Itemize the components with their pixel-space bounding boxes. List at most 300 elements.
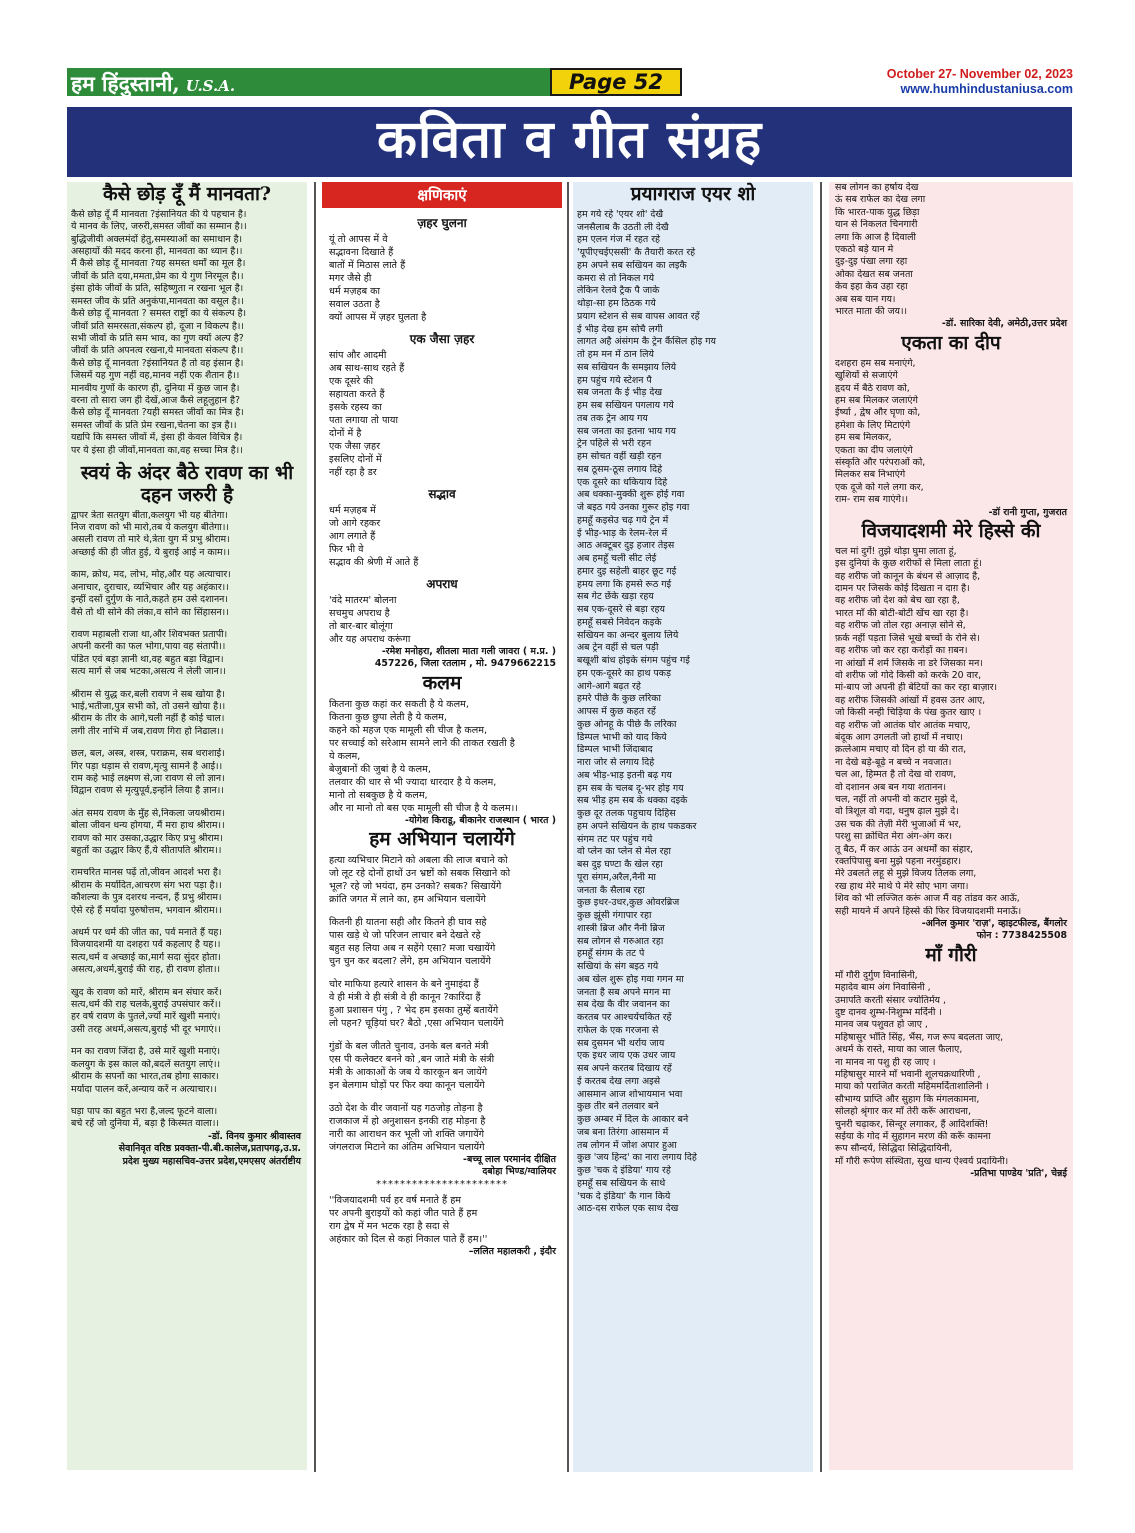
poem-line: असत्य,अधर्म,बुराई की राह, ही रावण होता।। xyxy=(71,964,221,976)
poem-line: मन का रावण जिंदा है, उसे मारें खुशी मनाएं। xyxy=(71,1046,221,1058)
poem-line: इन्हीं दसों दुर्गुण के नाते,कहते हम उसे दशानन। xyxy=(71,594,228,606)
stanza-gap xyxy=(71,738,303,748)
poem-line: श्रीराम के सपनों का भारत,तब होगा साकार। xyxy=(71,1071,219,1083)
author-credit: -डॉ रानी गुप्ता, गुजरात xyxy=(988,506,1067,518)
poem-line: क़त्लेआम मचाए वो दिन हो या की रात, xyxy=(835,744,967,756)
column-divider xyxy=(314,182,316,1472)
poem-line: कैसे छोड़ दूँ मानवता ? समस्त राष्ट्रों का ये संकल्प है। xyxy=(71,308,247,320)
poem-title: कलम xyxy=(422,671,462,694)
poem-line: मैं कैसे छोड़ दूँ मानवता ?यह समस्त धर्मों का मूल है। xyxy=(71,258,246,270)
poem-line: जनता है सब अपने मगन मा xyxy=(577,986,671,998)
poem-line: कुछ इधर-उधर,कुछ ओवरब्रिज xyxy=(577,897,680,909)
poem-line: समस्त जीव के प्रति अनुकंपा,मानवता का वसूल है।। xyxy=(71,295,244,307)
poem-line: इसके रहस्य का xyxy=(329,402,382,413)
poem-line: केव इहा केव उहा रहा xyxy=(835,281,908,293)
page-number: Page 52 xyxy=(550,68,682,96)
poem-line: धर्म मज़हब में xyxy=(329,505,376,516)
poem-line: सोलहो श्रृंगार कर माँ तेरी करूँ आराधना, xyxy=(835,1106,971,1118)
poem-line: पूरा संगम,अरैल,नैनी मा xyxy=(577,871,656,883)
poem-line: तो बार-बार बोलूंगा xyxy=(329,621,393,632)
poem-line: अब भीड़-भाड़ इतनी बढ़ गय xyxy=(577,769,672,781)
poem-line: सब लोगन का हर्षाय देख xyxy=(835,182,919,193)
poem-body xyxy=(829,546,1073,918)
poem-line: सखियां के संग बइठ गये xyxy=(577,961,659,973)
poem-line: हत्या व्यभिचार मिटाने को अबला की लाज बचाने को xyxy=(329,854,508,866)
poem-line: सहायता करते हैं xyxy=(329,389,385,400)
poem-line: श्रीराम के मर्यादित,आचरण संग भरा पड़ा है।। xyxy=(71,879,222,891)
poem-line: सभी जीवों के प्रति सम भाव, का गुण क्यों अल्प है? xyxy=(71,332,244,344)
poem-line: जीवों के प्रति अपनत्व रखना,ये मानवता संकल्प है।। xyxy=(71,345,244,357)
poem-line: यान से निकलत चिनगारी xyxy=(835,219,918,231)
poem-line: चुनरी चढ़ाकर, सिन्दूर लगाकर, हैं आदिशक्ति! xyxy=(835,1118,989,1130)
poem-line: उस चक की तेज़ी मेरी भुजाओं में भर, xyxy=(835,818,962,830)
poem-line: बेजुबानों की जुबां है ये कलम, xyxy=(329,763,431,775)
poem-line: सचमुच अपराध है xyxy=(329,608,390,619)
poem-line: महादेव बाम अंग निवासिनी , xyxy=(835,982,931,994)
poem-line: ओका देखत सब जनता xyxy=(835,268,913,280)
poem-line: एक दूजे को गले लगा कर, xyxy=(835,481,924,493)
poem-line: जनता कै सैलाब रहा xyxy=(577,884,645,896)
stanza-gap xyxy=(71,679,303,689)
poem-line: कैसे छोड़ दूँ मैं मानवता ?इंसानियत की ये पहचान है। xyxy=(71,208,247,220)
poem-line: ''विजयादशमी पर्व हर वर्ष मनाते हैं हम xyxy=(329,1194,462,1206)
poem-title: विजयादशमी मेरे हिस्से की xyxy=(861,520,1041,542)
poem-title: ज़हर घुलना xyxy=(417,216,467,230)
poem-line: ईर्ष्या , द्वेष और घृणा को, xyxy=(835,407,921,419)
poem-line: अच्छाई की ही जीत हुई, ये बुराई आई न काम।। xyxy=(71,546,230,558)
poem-line: राजकाज में हो अनुशासन इनकी राह मोड़ना है xyxy=(329,1115,486,1127)
poem-line: दामन पर जिसके कोई दिखता न दाग़ है। xyxy=(835,583,970,595)
stanza-gap xyxy=(71,857,303,867)
poem-line: रूप सौन्दर्य, सिद्धिदा सिद्धिदायिनी, xyxy=(835,1143,953,1155)
poem-line: चल मां दुर्गे! तुझे थोड़ा घुमा लाता हूं, xyxy=(835,545,957,557)
poem-line: एक जैसा ज़हर xyxy=(329,441,380,452)
poem-line: वह शरीफ जो आतंक घोर आतंक मचाए, xyxy=(835,719,971,731)
poem-line: वो त्रिशूल वो गदा, धनुष ढ़ाल मुझे दे। xyxy=(835,806,959,818)
poem-line: अब ट्रेन वहीं से चल पड़ी xyxy=(577,642,659,654)
poem-line: जो किसी नन्ही चिड़िया के पंख कुतर खाए । xyxy=(835,707,982,719)
poem-line: एकता का दीप जलाएंगे xyxy=(835,444,913,456)
poem-line: छल, बल, अस्त्र, शस्त्र, पराक्रम, सब धराशाई। xyxy=(71,748,225,760)
poem-body xyxy=(322,854,562,1154)
poem-line: एस पी कलेक्टर बनने को ,बन जाते मंत्री के संत्री xyxy=(329,1053,495,1065)
poem-line: अनाचार, दुराचार, व्यभिचार और यह अहंकार।। xyxy=(71,581,229,593)
poem-line: हम पहुंच गये स्टेशन पै xyxy=(577,374,652,386)
poem-line: सखियन का अन्दर बुलाय लिये xyxy=(577,629,679,641)
poem-line: बखूशी बांध होइके संगम पहुंच गई xyxy=(577,655,690,667)
poem-line: कमरा से तो निकल गये xyxy=(577,272,655,284)
poem-line: चुन चुन कर बदला? लेंगे, हम अभियान चलायेंगे xyxy=(329,955,491,967)
poem-line: यद्यपि कि समस्त जीवों में, इंसा ही केवल विचित्र है। xyxy=(71,432,243,444)
poem-line: कितना कुछ कहां कर सकती है ये कलम, xyxy=(329,698,469,710)
poem-line: तब लोगन में जोश अपार हुआ xyxy=(577,1139,677,1151)
poem-line: क्यों आपस में ज़हर घुलता है xyxy=(329,312,427,323)
poem-line: कुछ तीर बने तलवार बने xyxy=(577,1101,659,1113)
poem-line: हमरे पीछे कै कुछ लरिका xyxy=(577,693,661,705)
poem-line: घड़ा पाप का बहुत भरा है,जल्द फूटने वाला। xyxy=(71,1105,218,1117)
poem-line: सब जनता का इतना भाय गय xyxy=(577,425,676,437)
poem-line: रामचरित मानस पढ़ें तो,जीवन आदर्श भरा है। xyxy=(71,867,222,879)
poem-line: पर सच्चाई को सरेआम सामने लाने की ताकत रखती है xyxy=(329,737,515,749)
author-credit: -डॉ. सारिका देवी, अमेठी,उत्तर प्रदेश xyxy=(941,318,1067,330)
poem-line: सब एक-दूसरे से बड़ा रहय xyxy=(577,604,665,616)
poem-line: हम सब के चलब दू-भर होइ गय xyxy=(577,782,684,794)
poem-line: असहायों की मदद करना ही, मानवता का ध्यान है।। xyxy=(71,246,243,258)
separator-stars: ********************** xyxy=(376,1178,508,1190)
author-credit xyxy=(322,646,562,671)
poem-line: गिर पड़ा धड़ाम से रावण,मृत्यु सामने है आई।। xyxy=(71,760,223,772)
poem-line: संस्कृति और परंपराओं को, xyxy=(835,456,926,468)
poem-line: ऊं सब राफेल का देख लगा xyxy=(835,194,926,206)
poem-line: हम सब मिलकर जलाएंगे xyxy=(835,394,918,406)
poem-line: हमय लगा कि हमसे रूठ गई xyxy=(577,578,672,590)
poem-line: महिषासुर मारने माँ भवानी शूलचक्रधारिणी , xyxy=(835,1068,981,1080)
poem-line: और यह अपराध करूंगा xyxy=(329,634,411,645)
author-credit xyxy=(67,1131,307,1168)
poem-line: अब सब यान गय। xyxy=(835,293,896,305)
section-header: क्षणिकाएं xyxy=(322,182,562,208)
stanza-gap xyxy=(71,1096,303,1106)
poem-line: आसमान आज शोभायमान भवा xyxy=(577,1088,683,1100)
poem-line: भारत माँ की बोटी-बोटी खेंच खा रहा है। xyxy=(835,607,969,619)
stanza-gap xyxy=(329,968,555,978)
poem-line: -रमेश मनोहरा, शीतला माता गली जावरा ( म.प्र. ) xyxy=(381,646,556,657)
author-credit xyxy=(829,918,1073,943)
column-divider xyxy=(567,182,569,1472)
poem-line: एक दूसरे का धकियाय दिहे xyxy=(577,476,668,488)
section-banner: कविता व गीत संग्रह xyxy=(67,107,1072,177)
poem-title: स्वयं के अंदर बैठे रावण का भी दहन जरुरी है xyxy=(80,461,294,506)
poem-line: अब खेल शुरू होइ गवा गगन मा xyxy=(577,973,684,985)
poem-line: रावण महाबली राजा था,और शिवभक्त प्रतापी। xyxy=(71,628,228,640)
poem-line: चल, नहीं तो अपनी वो कटार मुझे दे, xyxy=(835,793,959,805)
stanza-gap xyxy=(71,1036,303,1046)
poem-line: सब भीड़ हम सब के धक्का दइके xyxy=(577,795,688,807)
poem-line: सद्भावना दिखाते हैं xyxy=(329,247,394,258)
poem-line: धर्म मज़हब का xyxy=(329,286,381,297)
poem-line: मिलकर सब निभाएंगे xyxy=(835,469,906,481)
poem-line: हमार दुइ सहेली बाहर छूट गई xyxy=(577,565,677,577)
poem-body xyxy=(322,233,562,324)
poem-line: 457226, जिला रतलाम , मो. 9479662215 xyxy=(374,658,556,670)
poem-line: कहने को महज एक मामूली सी चीज है कलम, xyxy=(329,724,488,736)
poem-line: हमहूँ सब सखियन के साथे xyxy=(577,1177,666,1189)
poem-line: आपस में कुछ कहत रहें xyxy=(577,706,656,718)
poem-line: शिव को भी लज्जित करूं आज मैं वह तांडव कर आऊँ, xyxy=(835,893,1020,905)
poem-line: असली रावण तो मारे थे,त्रेता युग में प्रभु श्रीराम। xyxy=(71,534,230,546)
poem-line: तू बैठ, मैं कर आऊं उन अधर्मों का संहार, xyxy=(835,843,974,855)
poem-line: रावण को मार उसका,उद्धार किए प्रभु श्रीराम। xyxy=(71,832,223,844)
poem-line: राफेल के एक गरजना से xyxy=(577,1024,659,1036)
poem-line: कुछ ओनहू के पीछे कै लरिका xyxy=(577,718,677,730)
poem-line: करतब पर आश्चर्यचकित रहें xyxy=(577,1012,672,1024)
poem-title: कैसे छोड़ दूँ मैं मानवता? xyxy=(102,183,272,205)
poem-title: सद्भाव xyxy=(428,487,456,501)
poem-line: आठ अक्टूबर दुइ हजार तेइस xyxy=(577,540,675,552)
poem-line: पर अपनी बुराइयों को कहां जीत पाते हैं हम xyxy=(329,1207,478,1219)
poem-line: कैसे छोड़ दूँ मानवता ?यही समस्त जीवों का मित्र है। xyxy=(71,407,244,419)
poem-line: सही मायने में अपने हिस्से की फिर विजयादशमी मनाऊँ। xyxy=(835,905,1022,917)
poem-line: वह शरीफ जो कर रहा करोड़ों का ग़बन। xyxy=(835,645,968,657)
brand-bar xyxy=(67,68,565,96)
poem-line: मानव जब पशुवत हो जाए , xyxy=(835,1019,928,1031)
poem-line: दोनों में है xyxy=(329,428,362,439)
poem-line: ना आंखों में शर्म जिसके ना डरे जिसका मन। xyxy=(835,657,983,669)
poem-line: डिम्पल भाभी जिंदाबाद xyxy=(577,744,653,756)
poem-line: ट्रेन पहिले से भरी रहन xyxy=(577,438,652,450)
poem-line: वह शरीफ जो तोल रहा अनाज़ सोने से, xyxy=(835,620,966,632)
poem-line: विद्वान रावण से मृत्युपूर्व,इन्होंने लिया है ज्ञान।। xyxy=(71,785,224,797)
poem-line: कलयुग के इस काल को,बदलें सतयुग लाएं।। xyxy=(71,1058,221,1070)
stanza-gap xyxy=(71,798,303,808)
poem-line: इन बेलगाम घोड़ों पर फिर क्या कानून चलायेंगे xyxy=(329,1079,485,1091)
poem-line: सौभाग्य प्राप्ति और सुहाग कि मंगलकामना, xyxy=(835,1093,980,1105)
brand-text: हम हिंदुस्तानी, xyxy=(71,71,180,96)
poem-line: सेवानिवृत वरिष्ठ प्रवक्ता-पी.बी.कालेज,प्रतापगढ़,उ.प्र. xyxy=(118,1143,301,1155)
poem-line: तब तक ट्रेन आय गय xyxy=(577,412,648,424)
poem-body xyxy=(322,504,562,569)
poem-body xyxy=(67,209,307,457)
poem-line: लो पहन? चूड़ियां घर? बैठो ,एसा अभियान चलायेंगे xyxy=(329,1017,504,1029)
poem-line: सत्य,धर्म की राह चलके,बुराई उपसंघार करें।। xyxy=(71,999,222,1011)
poem-line: और ना मानो तो बस एक मामूली सी चीज है ये कलम।। xyxy=(329,802,518,814)
poem-title: अपराध xyxy=(426,577,458,591)
poem-line: दुष्ट दानव शुम्भ-निशुम्भ मर्दिनी । xyxy=(835,1006,942,1018)
poem-line: कितनी ही यातना सही और कितने ही घाव सहे xyxy=(329,916,487,928)
poem-line: दशहरा हम सब मनाएंगे, xyxy=(835,357,916,369)
poem-line: क्रांति जगत में लाने का, हम अभियान चलायेंगे xyxy=(329,893,486,905)
poem-line: अधर्म के रास्ते, माया का जाल फैलाए, xyxy=(835,1044,963,1056)
poem-body xyxy=(322,349,562,479)
poem-line: कुछ 'चक दे इंडिया' गाय रहे xyxy=(577,1165,671,1177)
poem-line: दुइ-दुइ पंखा लगा रहा xyxy=(835,256,908,268)
poem-line: -डॉ. विनय कुमार श्रीवास्तव xyxy=(208,1130,301,1142)
poem-line: सब दुसमन भी थर्राय जाय xyxy=(577,1037,665,1049)
poem-line: वो दशानन अब बन गया शतानन। xyxy=(835,781,947,793)
poem-line: माँ गौरी रूपेण संस्थिता, सुख धान्य ऐश्वर्य प्रदायिनी। xyxy=(835,1155,1009,1167)
poem-line: तो हम मन में ठान लिये xyxy=(577,349,654,361)
poem-line: अंत समय रावण के मुँह से,निकला जयश्रीराम। xyxy=(71,807,225,819)
poem-line: भारत माता की जय।। xyxy=(835,306,908,318)
poem-line: एक इधर जाय एक उधर जाय xyxy=(577,1050,676,1062)
poem-line: बोला जीवन धन्य होगया, मैं मरा हाथ श्रीराम।। xyxy=(71,820,225,832)
stanza-gap xyxy=(71,977,303,987)
poem-line: सवाल उठता है xyxy=(329,299,380,310)
poem-line: सईया के गोद में सुहागन मरण की करूँ कामना xyxy=(835,1130,991,1142)
poem-line: जनसैलाब कै उठती ली देखै xyxy=(577,221,669,233)
poem-line: डिम्पल भाभी को याद किये xyxy=(577,731,667,743)
poem-line: हम सब सखियन पगलाय गये xyxy=(577,400,674,412)
poem-line: बंदूक आग उगलती जो हाथों में नचाए। xyxy=(835,731,963,743)
poem-line: रक्तपिपासु बना मुझे पहना नरमुंडहार। xyxy=(835,856,962,867)
poem-line: मगर जैसे ही xyxy=(329,273,372,284)
poem-line: 'वंदे मातरम' बोलना xyxy=(329,595,397,606)
stanza-gap xyxy=(329,1092,555,1102)
poem-line: ये कलम, xyxy=(329,750,361,762)
poem-title: एक जैसा ज़हर xyxy=(409,332,475,346)
stanza-gap xyxy=(71,559,303,569)
poem-line: परशु सा क्रोधित मेरा अंग-अंग कर। xyxy=(835,831,953,843)
poem-body xyxy=(829,358,1073,507)
poem-line: सब लोगन से गरुआत रहा xyxy=(577,935,664,947)
poem-line: बहुत सह लिया अब न सहेंगे एसा? मजा चखायेंगे xyxy=(329,942,496,954)
poem-line: अहंकार को दिल से कहां निकाल पाते हैं हम।'' xyxy=(329,1233,488,1245)
poem-line: रख हाथ मेरे माथे पे मेरे सोए भाग जगा। xyxy=(835,880,969,892)
poem-line: पता लगाया तो पाया xyxy=(329,415,398,426)
poem-line: काम, क्रोध, मद, लोभ, मोह,और यह अत्याचार। xyxy=(71,569,231,581)
poem-line: नहीं रहा है डर xyxy=(329,467,377,478)
poem-line: लेकिन रेलवे ट्रैक पै जाके xyxy=(577,285,660,297)
poem-line: वे ही मंत्री वे ही संत्री वे ही कानून ?कारिंदा हैं xyxy=(329,991,481,1003)
poem-line: हम सब मिलकर, xyxy=(835,432,892,444)
poem-line: जंगलराज मिटाने का अंतिम अभियान चलायेंगे xyxy=(329,1141,485,1153)
poem-body xyxy=(829,182,1073,318)
poem-line: -बच्चू लाल परमानंद दीक्षित xyxy=(463,1153,556,1165)
poem-line: पंडित एवं बड़ा ज्ञानी था,वह बहुत बड़ा विद्वान। xyxy=(71,653,224,665)
poem-line: 'यूपीएचईएससी' कै तैयारी करत रहे xyxy=(577,247,696,259)
poem-line: संगम तट पर पहुंच गये xyxy=(577,833,653,845)
poem-line: ना मानव ना पशु ही रह जाए । xyxy=(835,1056,936,1068)
poem-line: महिषासुर भाँति सिंह, भैंस, गज रूप बदलता जाए, xyxy=(835,1031,1004,1043)
poem-line: थोड़ा-सा हम ठिठक गये xyxy=(577,298,656,310)
poem-line: लगा कि आज है दिवाली xyxy=(835,231,916,243)
poem-line: श्रीराम के तीर के आगे,चली नहीं है कोई चाल। xyxy=(71,713,225,725)
poem-line: कैसे छोड़ दूँ मानवता ?इंसानियत है तो वह इंसान है। xyxy=(71,357,244,369)
poem-line: कुछ दूर तलक पहुचाय दिहिस xyxy=(577,808,676,820)
poem-line: हम गये रहे 'एयर शो' देखै xyxy=(577,208,664,220)
poem-line: सद्भाव की श्रेणी में आते हैं xyxy=(329,557,419,568)
poem-line: अधर्म पर धर्म की जीत का, पर्व मनाते हैं यह। xyxy=(71,927,222,939)
poem-line: द्वापर त्रेता सतयुग बीता,कलयुग भी यह बीतेगा। xyxy=(71,509,228,521)
stanza-gap xyxy=(71,917,303,927)
poem-line: समस्त जीवों के प्रति प्रेम रखना,चेतना का इत्र है।। xyxy=(71,419,237,431)
poem-line: प्रयाग स्टेशन से सब वापस आवत रहें xyxy=(577,310,700,322)
poem-line: खुद के रावण को मारें, श्रीराम बन संघार करें। xyxy=(71,986,222,998)
poem-line: हम एलन गंज में रहत रहे xyxy=(577,234,661,246)
poem-line: जो आगे रहकर xyxy=(329,518,381,529)
poem-line: हम अपने सखियन के हाथ पकडकर xyxy=(577,820,697,832)
poem-line: वह शरीफ जो कानून के बंधन से आज़ाद है, xyxy=(835,570,981,582)
poem-line: तलवार की धार से भी ज्यादा धारदार है ये कलम, xyxy=(329,776,497,788)
poem-line: सब गेट छेंके खड़ा रहय xyxy=(577,591,654,603)
poem-body xyxy=(829,970,1073,1169)
poem-line: खुशियों से सजाएंगे xyxy=(835,370,898,382)
poem-line: भूल? रहे जो भयंदा, हम उनको? सबक? सिखायेंगे xyxy=(329,880,502,892)
poem-line: माया को पराजित करती महिममर्दिताशालिनी । xyxy=(835,1081,989,1093)
poem-line: फिर भी वे xyxy=(329,544,364,555)
issue-date: October 27- November 02, 2023 xyxy=(886,67,1073,81)
poem-line: मर्यादा पालन करें,अन्याय करें न अत्याचार।। xyxy=(71,1083,217,1095)
poem-line: ई भीड़ देख हम सोचै लगी xyxy=(577,323,663,335)
poem-body xyxy=(322,1194,562,1246)
poem-line: राग द्वेष में मन भटक रहा है सदा से xyxy=(329,1220,450,1232)
poem-line: उमापति करती संसार ज्योतिर्मय , xyxy=(835,994,946,1006)
poem-line: हमहूँ संगम के तट पे xyxy=(577,948,645,960)
poem-line: सब देख कै वीर जवानन का xyxy=(577,999,670,1011)
masthead xyxy=(67,68,1073,100)
column-4 xyxy=(829,182,1073,1470)
author-credit: –ललित महालकरी , इंदौर xyxy=(468,1245,556,1257)
column-3 xyxy=(573,182,813,1472)
poem-line: अब हमहूँ चली सीट लेई xyxy=(577,553,657,565)
poem-body xyxy=(322,698,562,815)
poem-body xyxy=(573,209,813,1216)
poem-line: कितना कुछ छुपा लेती है ये कलम, xyxy=(329,711,447,723)
poem-line: मां-बाप जो अपनी ही बेटियों का कर रहा बाज़ार। xyxy=(835,682,998,694)
website-link[interactable]: www.humhindustaniusa.com xyxy=(900,82,1073,96)
poem-body xyxy=(322,594,562,646)
brand-suffix: U.S.A. xyxy=(185,77,236,95)
poem-line: कुछ अम्बर में दिल के आकार बने xyxy=(577,1114,689,1126)
poem-line: वो शरीफ जो गोदे किसी को करके 20 वार, xyxy=(835,669,982,681)
stanza-gap xyxy=(71,619,303,629)
poem-line: मानो तो सबकुछ है ये कलम, xyxy=(329,789,428,801)
poem-line: जीवों प्रति समरसता,संकल्प हो, दूजा न विकल्प है।। xyxy=(71,320,244,332)
poem-line: वह शरीफ जिसकी आंखों में हवस उतर आए, xyxy=(835,694,986,706)
poem-line: बस दुइ घण्टा कै खेल रहा xyxy=(577,859,663,871)
poem-line: हम सोचत वहीं खड़ी रहन xyxy=(577,451,662,463)
column-2 xyxy=(322,182,562,1470)
poem-line: जे बइठ गये उनका गुरूर होइ गवा xyxy=(577,502,690,514)
column-1 xyxy=(67,182,307,1470)
poem-line: हमेशा के लिए मिटाएंगे xyxy=(835,419,911,431)
poem-line: कौशल्या के पुत्र दशरथ नन्दन, हैं प्रभु श्रीराम। xyxy=(71,892,222,904)
poem-line: मंत्री के आकाओं के जब ये कारकून बन जायेंगे xyxy=(329,1066,488,1078)
short-poems xyxy=(322,214,562,646)
poem-line: राम कहे भाई लक्ष्मण से,जा रावण से लो ज्ञान। xyxy=(71,772,225,784)
poem-body xyxy=(67,510,307,1131)
poem-line: हुआ प्रशासन पंगु , ? भेद हम इसका तुम्हें बतायेंगे xyxy=(329,1004,499,1016)
poem-line: नारा जोर से लगाय दिहे xyxy=(577,757,655,769)
poem-line: गुंडों के बल जीतते चुनाव, उनके बल बनते मंत्री xyxy=(329,1040,489,1052)
poem-line: कुछ 'जय हिन्द' का नारा लगाय दिहे xyxy=(577,1152,697,1164)
poem-line: -अनिल कुमार 'राज़', व्हाइटफील्ड, बैंगलोर xyxy=(921,918,1067,930)
poem-line: ये मानव के लिए, जरुरी,समस्त जीवों का सम्मान है।। xyxy=(71,221,247,233)
poem-line: माँ गौरी दुर्गुण विनासिनी, xyxy=(835,969,918,981)
poem-line: कुछ झूंसी गंगापार रहा xyxy=(577,910,652,922)
poem-line: अपनी करनी का फल भोगा,पाया वह संतापी।। xyxy=(71,641,226,653)
poem-line: 'चक दे इंडिया' कै गान किये xyxy=(577,1190,671,1202)
poem-line: दबोहा भिण्ड/ग्वालियर xyxy=(482,1166,556,1178)
poem-line: ना देखे बड़े-बूढ़े न बच्चे न नवजात। xyxy=(835,756,952,768)
stanza-gap xyxy=(329,1030,555,1040)
poem-line: पास खड़े थे जो परिजन लाचार बने देखते रहे xyxy=(329,929,481,941)
poem-line: हमहूँ सबसे निवेदन कइके xyxy=(577,616,662,628)
poem-line: हृदय में बैठे रावण को, xyxy=(835,382,910,394)
poem-line: आगे-आगे बढ़त रहे xyxy=(577,680,641,692)
poem-line: वैसे तो थी सोने की लंका,व सोने का सिंहासन।। xyxy=(71,606,229,618)
poem-line: चोर माफिया हत्यारे शासन के बने नुमाइंदा हैं xyxy=(329,978,479,990)
poem-line: ऐसे रहे हैं मर्यादा पुरुषोत्तम, भगवान श्रीराम।। xyxy=(71,904,222,916)
poem-line: यूं तो आपस में वे xyxy=(329,234,388,245)
poem-line: सांप और आदमी xyxy=(329,350,387,361)
poem-line: पर ये इंसा ही जीवों,मानवता का,वह सच्चा मित्र है।। xyxy=(71,444,243,456)
author-credit: -योगेश किराडू, बीकानेर राजस्थान ( भारत ) xyxy=(405,814,556,826)
poem-line: फोन : 7738425508 xyxy=(976,930,1067,942)
poem-line: सब सखियन कै समझाय लिये xyxy=(577,361,677,373)
poem-title: प्रयागराज एयर शो xyxy=(630,183,756,205)
column-divider xyxy=(820,182,822,1472)
poem-line: वरना तो सारा जग ही देखें,आज कैसे लहूलुहान है? xyxy=(71,394,240,406)
poem-line: सत्य,धर्म व अच्छाई का,मार्ग सदा सुंदर होता। xyxy=(71,951,221,963)
poem-line: इंसा होके जीवों के प्रति, सहिष्णुता न रखना भूल है। xyxy=(71,283,244,295)
poem-line: राम- राम सब गाएंगे।। xyxy=(835,494,909,506)
poem-line: शास्त्री ब्रिज और नैनी ब्रिज xyxy=(577,922,665,934)
poem-line: हमहूँ कइसेउ चढ़ गये ट्रेन में xyxy=(577,514,669,526)
poem-line: एक दूसरे की xyxy=(329,376,374,387)
poem-line: ई भीड़-भाड़ के रेलम-रेल में xyxy=(577,527,668,539)
poem-line: जो लूट रहे दोनों हाथों उन भ्रष्टों को सबक सिखाने को xyxy=(329,867,511,879)
